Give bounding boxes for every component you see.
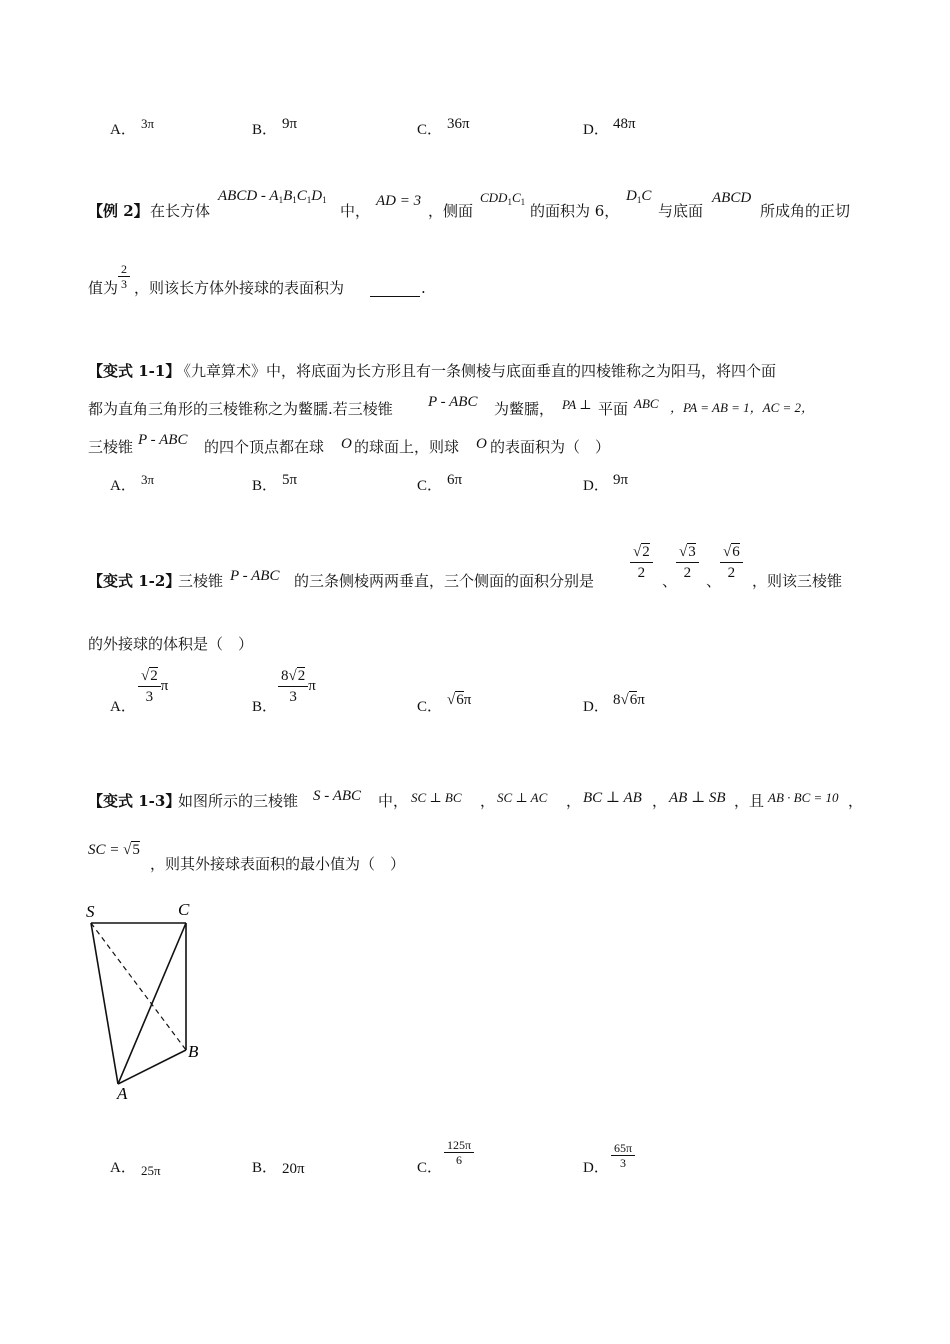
text: 的外接球的体积是（ ） bbox=[88, 635, 254, 653]
text: 的表面积为（ ） bbox=[490, 438, 611, 456]
option-c-label: C． bbox=[417, 699, 443, 715]
text: 、 bbox=[662, 572, 678, 590]
text: 如图所示的三棱锥 bbox=[178, 792, 299, 810]
option-b-value: $\frac{8√2}{3}$ π bbox=[278, 666, 316, 707]
math-abc: ABC bbox=[634, 396, 659, 411]
math-cond: BC ⊥ AB bbox=[583, 790, 642, 806]
math-base: ABCD bbox=[712, 190, 752, 206]
vertex-a-label: A bbox=[117, 1084, 128, 1103]
variant-tag: 【变式 1-2】 bbox=[88, 572, 181, 590]
option-a-label: A． bbox=[110, 1160, 136, 1176]
text: 的面积为 6， bbox=[530, 202, 620, 220]
option-d-value: 48π bbox=[613, 116, 636, 132]
text: ，且 bbox=[734, 792, 765, 810]
math-o: O bbox=[341, 436, 352, 452]
text: 中， bbox=[378, 792, 409, 810]
example-tag: 【例 2】 bbox=[88, 202, 149, 220]
text: ， bbox=[848, 792, 864, 810]
text: ， bbox=[480, 792, 496, 810]
option-b-value: 20π bbox=[282, 1161, 305, 1177]
text: 《九章算术》中，将底面为长方形且有一条侧棱与底面垂直的四棱锥称之为阳马，将四个面 bbox=[176, 362, 777, 380]
math-ad: AD = 3 bbox=[376, 193, 422, 209]
option-d-value: 9π bbox=[613, 472, 629, 488]
text: 的四个顶点都在球 bbox=[204, 438, 325, 456]
option-c-label: C． bbox=[417, 122, 443, 138]
option-b-value: 5π bbox=[282, 472, 298, 488]
math-sc: SC = √5 bbox=[88, 842, 140, 858]
option-b-value: 9π bbox=[282, 116, 298, 132]
option-a-value: 3π bbox=[141, 472, 155, 487]
text: 为鳖臑， bbox=[494, 400, 555, 418]
text: 在长方体 bbox=[150, 202, 211, 220]
math-cond: AB · BC = 10 bbox=[768, 790, 839, 805]
text: 的球面上，则球 bbox=[354, 438, 460, 456]
variant-tag: 【变式 1-1】 bbox=[88, 362, 181, 380]
math-face: $CDD_1C_1$ bbox=[480, 190, 526, 207]
option-b-label: B． bbox=[252, 1160, 278, 1176]
text: 都为直角三角形的三棱锥称之为鳖臑.若三棱锥 bbox=[88, 400, 393, 418]
option-a-value: 3π bbox=[141, 116, 155, 131]
option-c-value: 36π bbox=[447, 116, 470, 132]
fraction-sqrt2-over-2: $\frac{√2}{2}$ bbox=[630, 542, 653, 583]
option-a-label: A． bbox=[110, 122, 136, 138]
fraction-sqrt3-over-2: $\frac{√3}{2}$ bbox=[676, 542, 699, 583]
text: . bbox=[421, 279, 426, 297]
option-d-label: D． bbox=[583, 699, 609, 715]
math-cond: AB ⊥ SB bbox=[669, 790, 726, 806]
edge-sa bbox=[91, 923, 118, 1084]
option-b-label: B． bbox=[252, 478, 278, 494]
text: ，则该长方体外接球的表面积为 bbox=[134, 279, 345, 297]
text: 中， bbox=[340, 202, 371, 220]
text: ，则该三棱锥 bbox=[752, 572, 843, 590]
text: 、 bbox=[706, 572, 722, 590]
text: 平面 bbox=[598, 400, 629, 418]
text: 值为 bbox=[88, 279, 119, 297]
text: 三棱锥 bbox=[178, 572, 224, 590]
text: ， bbox=[652, 792, 668, 810]
math-pabc: P - ABC bbox=[428, 394, 478, 410]
option-a-value: 25π bbox=[141, 1163, 161, 1178]
option-c-value: $\frac{125\pi}{6}$ bbox=[444, 1138, 474, 1167]
text: 的三条侧棱两两垂直，三个侧面的面积分别是 bbox=[294, 572, 595, 590]
pyramid-figure bbox=[82, 900, 212, 1105]
vertex-c-label: C bbox=[178, 900, 190, 919]
vertex-s-label: S bbox=[86, 902, 95, 921]
option-a-label: A． bbox=[110, 478, 136, 494]
option-a-label: A． bbox=[110, 699, 136, 715]
option-c-label: C． bbox=[417, 1160, 443, 1176]
edge-ab bbox=[118, 1050, 186, 1084]
fraction-sqrt6-over-2: $\frac{√6}{2}$ bbox=[720, 542, 743, 583]
option-b-label: B． bbox=[252, 122, 278, 138]
math-cond: ，PA = AB = 1，AC = 2， bbox=[670, 400, 815, 415]
text: ，则其外接球表面积的最小值为（ ） bbox=[150, 855, 406, 873]
option-b-label: B． bbox=[252, 699, 278, 715]
math-o: O bbox=[476, 436, 487, 452]
math-dc: $D_1C$ bbox=[626, 188, 652, 205]
text: 与底面 bbox=[658, 202, 704, 220]
math-pabc: P - ABC bbox=[230, 568, 280, 584]
option-d-value: $\frac{65\pi}{3}$ bbox=[611, 1141, 635, 1170]
option-c-label: C． bbox=[417, 478, 443, 494]
math-solid: ABCD - $A_1B_1C_1D_1$ bbox=[218, 188, 327, 205]
math-cond: SC ⊥ AC bbox=[497, 790, 548, 805]
math-sabc: S - ABC bbox=[313, 788, 362, 804]
text: 所成角的正切 bbox=[760, 202, 851, 220]
option-a-value: $\frac{√2}{3}$ π bbox=[138, 666, 168, 707]
option-d-label: D． bbox=[583, 122, 609, 138]
option-d-label: D． bbox=[583, 1160, 609, 1176]
text: ，侧面 bbox=[428, 202, 474, 220]
tan-fraction: $\frac{2}{3}$ bbox=[118, 262, 130, 291]
vertex-b-label: B bbox=[188, 1042, 199, 1061]
variant-tag: 【变式 1-3】 bbox=[88, 792, 181, 810]
option-d-label: D． bbox=[583, 478, 609, 494]
text: 三棱锥 bbox=[88, 438, 134, 456]
edge-ac bbox=[118, 923, 186, 1084]
edge-sb-hidden bbox=[91, 923, 186, 1050]
answer-blank[interactable] bbox=[370, 278, 420, 297]
option-d-value: 8√6π bbox=[613, 692, 645, 708]
math-pabc: P - ABC bbox=[138, 432, 188, 448]
math-cond: SC ⊥ BC bbox=[411, 790, 462, 805]
option-c-value: √6π bbox=[447, 692, 472, 708]
math-cond: PA ⊥ bbox=[562, 397, 592, 412]
option-c-value: 6π bbox=[447, 472, 463, 488]
text: ， bbox=[566, 792, 582, 810]
